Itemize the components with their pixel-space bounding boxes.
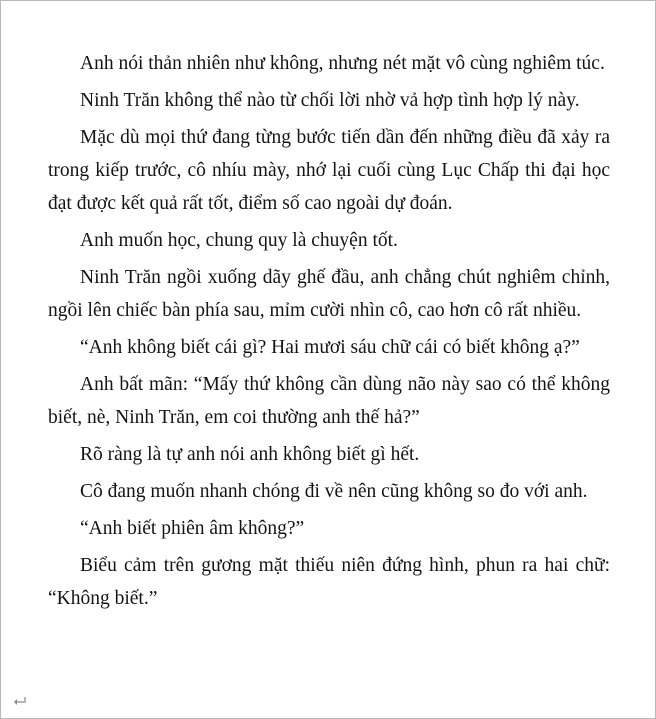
paragraph: “Anh biết phiên âm không?”: [80, 518, 305, 539]
paragraph: Biểu cảm trên gương mặt thiếu niên đứng hình, phun ra hai chữ: “Không biết.”: [48, 555, 610, 609]
paragraph: Ninh Trăn không thể nào từ chối lời nhờ vả hợp tình hợp lý này.: [80, 90, 580, 111]
paragraph: Anh bất mãn: “Mấy thứ không cần dùng não này sao có thể không biết, nè, Ninh Trăn, em coi thường anh thế hả?”: [48, 374, 610, 428]
paragraph: Cô đang muốn nhanh chóng đi về nên cũng không so đo với anh.: [80, 481, 588, 502]
paragraph: Rõ ràng là tự anh nói anh không biết gì hết.: [80, 444, 420, 465]
document-body: [48, 47, 610, 619]
paragraph: Anh muốn học, chung quy là chuyện tốt.: [80, 230, 398, 251]
paragraph: Anh nói thản nhiên như không, nhưng nét mặt vô cùng nghiêm túc.: [80, 53, 605, 74]
paragraph: “Anh không biết cái gì? Hai mươi sáu chữ cái có biết không ạ?”: [80, 337, 580, 358]
paragraph: Mặc dù mọi thứ đang từng bước tiến dần đến những điều đã xảy ra trong kiếp trước, cô nhíu mày, nhớ lại cuối cùng Lục Chấp thi đại học đạt được kết quả rất tốt, điểm số cao ngoài dự đoán.: [48, 127, 610, 214]
paragraph: Ninh Trăn ngồi xuống dãy ghế đầu, anh chẳng chút nghiêm chỉnh, ngồi lên chiếc bàn phía sau, mỉm cười nhìn cô, cao hơn cô rất nhiều.: [48, 267, 610, 321]
return-arrow-icon: [13, 696, 27, 706]
